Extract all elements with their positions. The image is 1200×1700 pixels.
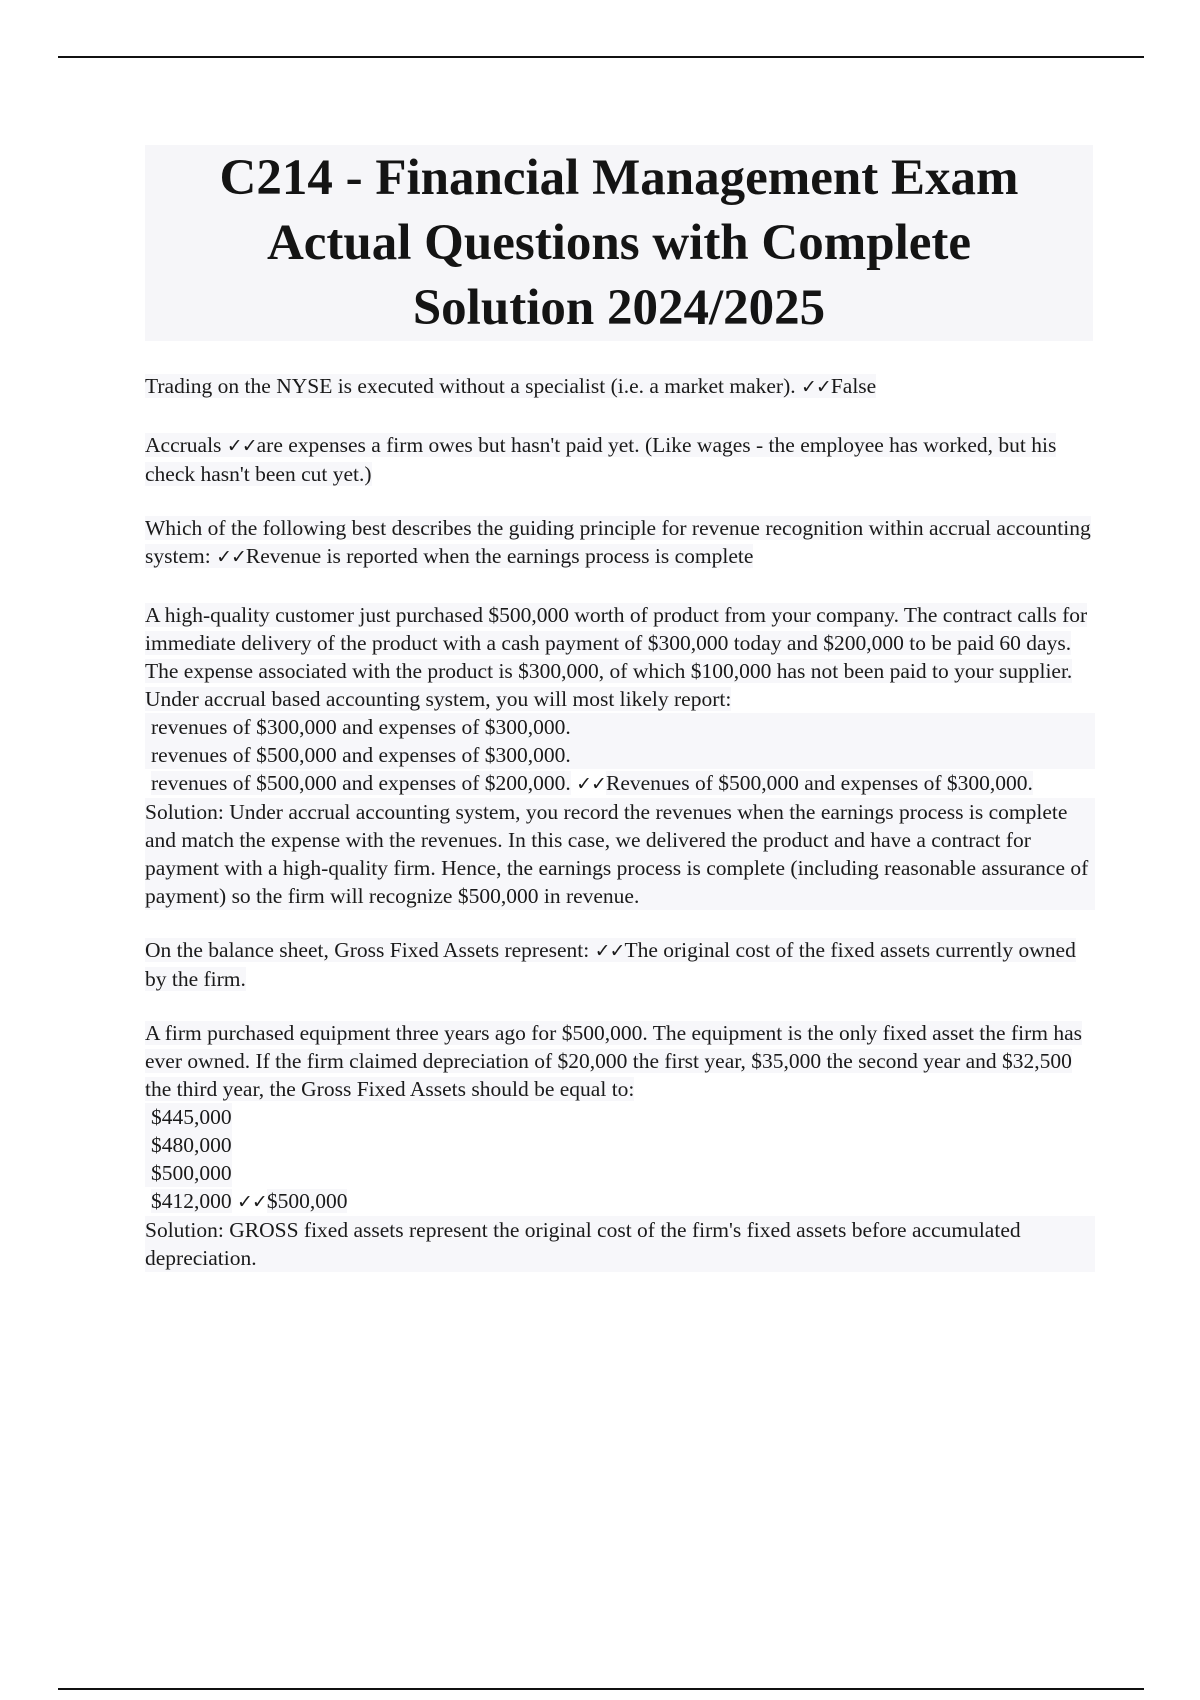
answer-option: $445,000: [145, 1103, 232, 1131]
question-text: A high-quality customer just purchased $500,000 worth of product from your company. The contract calls for immediate delivery of the product with a cash payment of $300,000 today and $200,000 to be paid 60 days. The expense associated with the product is $300,000, of which $100,000 has not been paid to your supplier. Under accrual based accounting system, you will most likely report:: [145, 603, 1088, 711]
checkmark-icon: ✓✓: [216, 546, 246, 568]
checkmark-icon: ✓✓: [594, 940, 625, 962]
question-text: Accruals: [145, 433, 222, 457]
qa-item: [145, 936, 1095, 993]
qa-item: [145, 514, 1095, 571]
bottom-rule: [58, 1688, 1144, 1690]
top-rule: [58, 56, 1144, 58]
answer-option: $412,000: [151, 1189, 232, 1213]
qa-item: [145, 601, 1095, 910]
page-title: [220, 146, 1019, 341]
question-text: On the balance sheet, Gross Fixed Assets represent:: [145, 938, 590, 962]
document-body: [145, 372, 1095, 1298]
answer-text: $500,000: [266, 1189, 348, 1213]
answer-text: Revenues of $500,000 and expenses of $300,000.: [605, 771, 1033, 795]
checkmark-icon: ✓✓: [800, 376, 831, 398]
question-text: Which of the following best describes the guiding principle for revenue recognition within accrual accounting system:: [145, 516, 1091, 568]
answer-option: $500,000: [145, 1159, 232, 1187]
answer-text: Revenue is reported when the earnings process is complete: [245, 544, 754, 568]
checkmark-icon: ✓✓: [226, 435, 257, 457]
title-banner: [145, 145, 1093, 341]
checkmark-icon: ✓✓: [237, 1191, 267, 1213]
answer-text: are expenses a firm owes but hasn't paid yet. (Like wages - the employee has worked, but his check hasn't been cut yet.): [145, 433, 1057, 486]
title-line: C214 - Financial Management Exam: [219, 149, 1019, 206]
answer-option: revenues of $300,000 and expenses of $300,000.: [145, 713, 1095, 741]
checkmark-icon: ✓✓: [576, 773, 606, 795]
question-text: A firm purchased equipment three years ago for $500,000. The equipment is the only fixed asset the firm has ever owned. If the firm claimed depreciation of $20,000 the first year, $35,000 the second year and $32,500 the third year, the Gross Fixed Assets should be equal to:: [145, 1021, 1082, 1101]
qa-item: [145, 372, 1095, 401]
qa-item: [145, 1019, 1095, 1272]
answer-text: The original cost of the fixed assets currently owned by the firm.: [145, 938, 1076, 991]
solution-text: Solution: GROSS fixed assets represent the original cost of the firm's fixed assets before accumulated depreciation.: [145, 1216, 1095, 1272]
title-line: Actual Questions with Complete: [266, 214, 972, 271]
answer-option: revenues of $500,000 and expenses of $200,000.: [151, 771, 571, 795]
answer-option: revenues of $500,000 and expenses of $300,000.: [145, 741, 1095, 769]
answer-text: False: [830, 374, 877, 398]
solution-text: Solution: Under accrual accounting system, you record the revenues when the earnings process is complete and match the expense with the revenues. In this case, we delivered the product and have a contract for payment with a high-quality firm. Hence, the earnings process is complete (including reasonable assurance of payment) so the firm will recognize $500,000 in revenue.: [145, 798, 1095, 910]
question-text: Trading on the NYSE is executed without a specialist (i.e. a market maker).: [145, 374, 796, 398]
title-line: Solution 2024/2025: [412, 279, 826, 336]
qa-item: [145, 431, 1095, 488]
answer-option: $480,000: [145, 1131, 232, 1159]
